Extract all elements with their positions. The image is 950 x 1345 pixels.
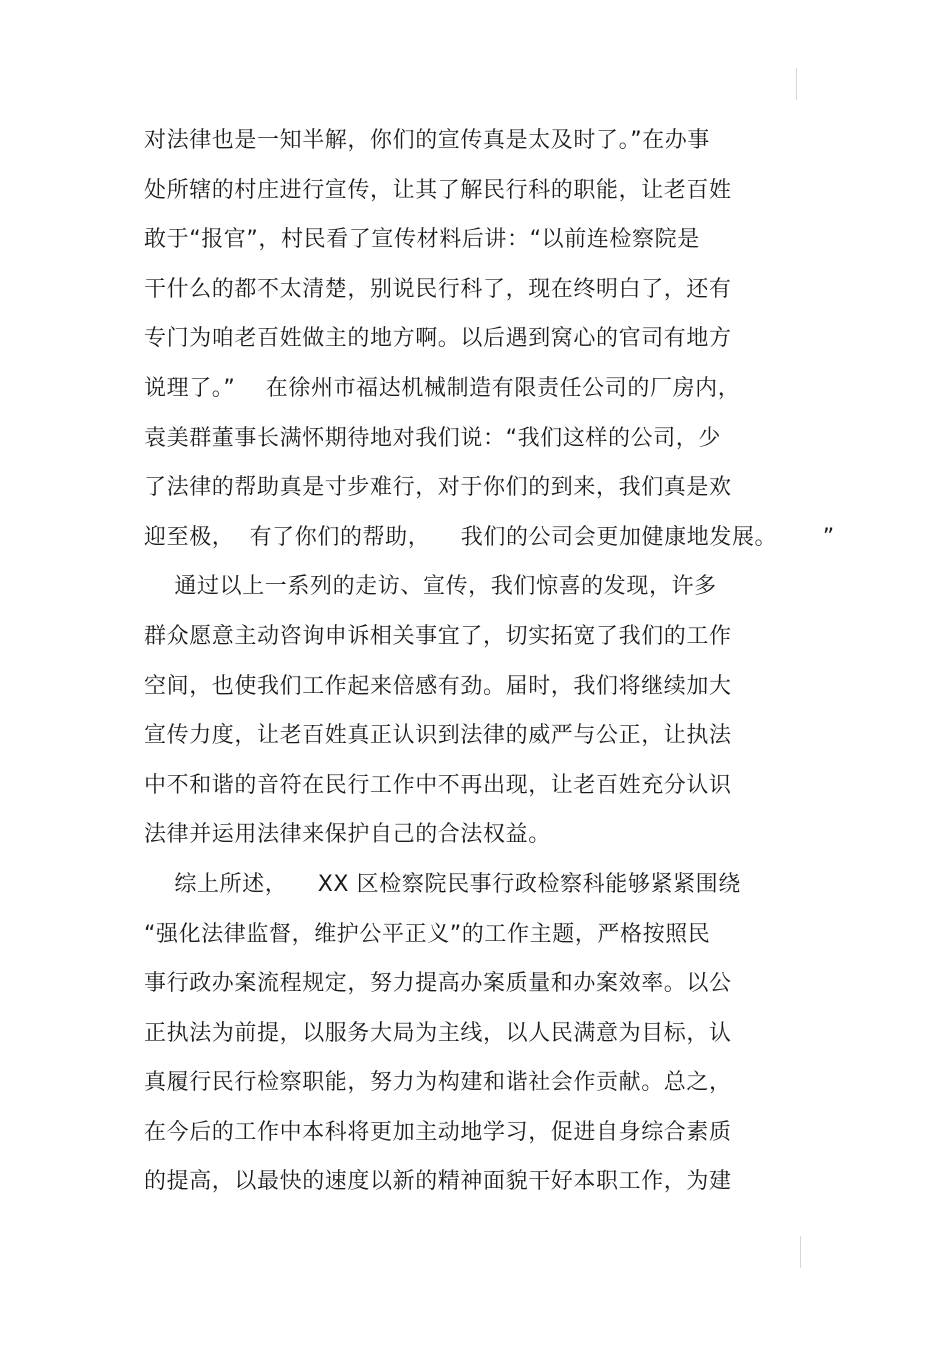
text-line: 法律并运用法律来保护自己的合法权益。: [144, 822, 551, 848]
text-line: 了法律的帮助真是寸步难行，对于你们的到来，我们真是欢: [144, 475, 732, 501]
text-line: 空间，也使我们工作起来倍感有劲。届时，我们将继续加大: [144, 673, 732, 699]
text-line: 综上所述， XX 区检察院民事行政检察科能够紧紧围绕: [144, 871, 741, 897]
text-line: 宣传力度，让老百姓真正认识到法律的威严与公正，让执法: [144, 723, 732, 749]
text-line: 在今后的工作中本科将更加主动地学习，促进自身综合素质: [144, 1119, 732, 1145]
text-line: 说理了。” 在徐州市福达机械制造有限责任公司的厂房内，: [144, 375, 741, 401]
text-line: 专门为咱老百姓做主的地方啊。以后遇到窝心的官司有地方: [144, 326, 732, 352]
text-line: 的提高，以最快的速度以新的精神面貌干好本职工作，为建: [144, 1169, 732, 1195]
top-margin-mark: [796, 68, 797, 100]
text-line: 正执法为前提，以服务大局为主线，以人民满意为目标，认: [144, 1020, 732, 1046]
text-line: 真履行民行检察职能，努力为构建和谐社会作贡献。总之，: [144, 1070, 732, 1096]
text-line: 干什么的都不太清楚，别说民行科了，现在终明白了，还有: [144, 276, 732, 302]
text-line: 对法律也是一知半解，你们的宣传真是太及时了。”在办事: [144, 128, 710, 153]
text-line: “强化法律监督，维护公平正义”的工作主题，严格按照民: [144, 921, 711, 947]
text-line: 事行政办案流程规定，努力提高办案质量和办案效率。以公: [144, 971, 732, 997]
bottom-margin-mark: [800, 1236, 801, 1268]
text-line: 袁美群董事长满怀期待地对我们说：“我们这样的公司，少: [144, 425, 721, 451]
text-line: 群众愿意主动咨询申诉相关事宜了，切实拓宽了我们的工作: [144, 623, 732, 649]
text-line: 处所辖的村庄进行宣传，让其了解民行科的职能，让老百姓: [144, 177, 732, 203]
body-text: [144, 116, 835, 1207]
text-line: 中不和谐的音符在民行工作中不再出现，让老百姓充分认识: [144, 772, 732, 798]
text-line: 敢于“报官”，村民看了宣传材料后讲：“以前连检察院是: [144, 227, 700, 253]
text-line: 迎至极， 有了你们的帮助， 我们的公司会更加健康地发展。 ”: [144, 524, 835, 550]
text-line: 通过以上一系列的走访、宣传，我们惊喜的发现，许多: [144, 574, 717, 600]
